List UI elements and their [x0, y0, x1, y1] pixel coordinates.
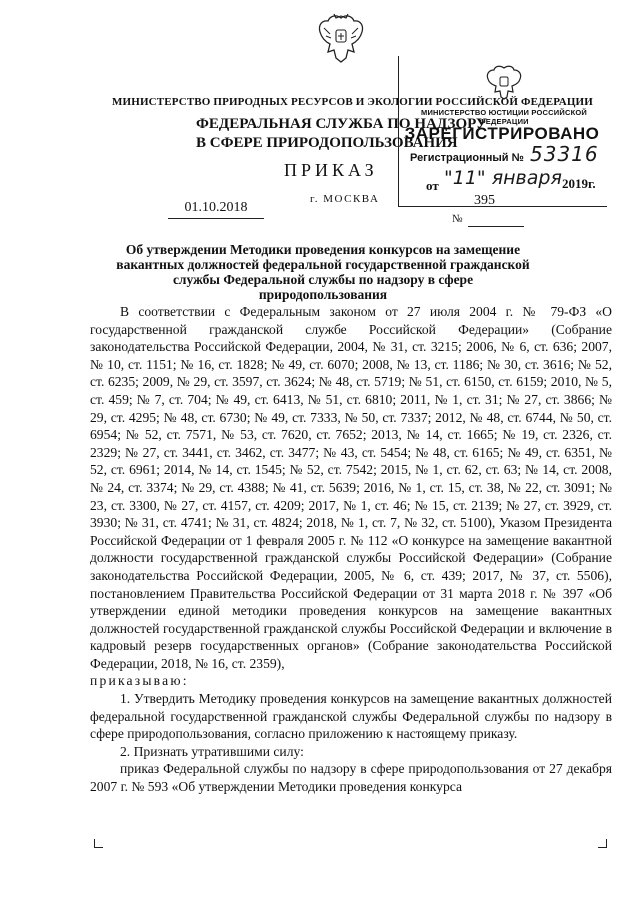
order-body — [90, 303, 612, 796]
order-number-underline — [468, 226, 524, 227]
stamp-handwritten-date: "11" января — [444, 167, 562, 189]
stamp-number-value: 53316 — [530, 142, 599, 166]
city: г. МОСКВА — [310, 193, 380, 205]
item-2-heading: 2. Признать утратившими силу: — [120, 743, 304, 759]
stamp-registered-label: ЗАРЕГИСТРИРОВАНО — [404, 124, 600, 143]
ministry-name: МИНИСТЕРСТВО ПРИРОДНЫХ РЕСУРСОВ И ЭКОЛОГИИ РОССИЙСКОЙ ФЕДЕРАЦИИ — [112, 96, 593, 108]
order-title: Об утверждении Методики проведения конкурсов на замещение вакантных должностей федеральной государственной гражданской службы Федеральной службы по надзору в сфере природопользования — [116, 242, 530, 302]
stamp-organization: МИНИСТЕРСТВО ЮСТИЦИИ РОССИЙСКОЙ ФЕДЕРАЦИИ — [421, 108, 587, 126]
intro-paragraph: В соответствии с Федеральным законом от 27 июля 2004 г. № 79-ФЗ «О государственной гражданской службе Российской Федерации» (Собрание законодательства Российской Федерации, 2004, № 31, ст. 3215; 2006, № 6, ст. 636; 2007, № 10, ст. 1151; № 16, ст. 1828; № 49, ст. 6070; 2008, № 13, ст. 1186; № 30, ст. 3616; № 52, ст. 6235; 2009, № 29, ст. 3597, ст. 3624; № 48, ст. 5719; № 51, ст. 6150, ст. 6159; 2010, № 5, ст. 459; № 7, ст. 704; № 49, ст. 6413, № 51, ст. 6810; 2011, № 1, ст. 31; № 27, ст. 3866; № 29, ст. 4295; № 48, ст. 6730; № 49, ст. 7333, № 50, ст. 7337; 2012, № 48, ст. 6744, № 50, ст. 6954; № 52, ст. 7571, № 53, ст. 7620, ст. 7652; 2013, № 14, ст. 1665; № 19, ст. 2326, ст. 2329; № 27, ст. 3441, ст. 3462, ст. 3477; № 43, ст. 5454; № 48, ст. 6165; № 49, ст. 6351, № 52, ст. 6961; 2014, № 14, ст. 1545; № 52, ст. 7542; 2015, № 1, ст. 62, ст. 63; № 14, ст. 2008, № 24, ст. 3374; № 29, ст. 4388; № 41, ст. 5639; 2016, № 1, ст. 15, ст. 38, № 22, ст. 3091; № 23, ст. 3300, № 27, ст. 4157, ст. 4209; 2017, № 1, ст. 46; № 15, ст. 2139; № 27, ст. 3929, ст. 3930; № 31, ст. 4741; № 31, ст. 4824; 2018, № 1, ст. 7, № 32, ст. 5100), Указом Президента Российской Федерации от 1 февраля 2005 г. № 112 «О конкурсе на замещение вакантной должности государственной гражданской службы Российской Федерации» (Собрание законодательства Российской Федерации, 2005, № 6, ст. 439; 2017, № 37, ст. 5506), постановлением Правительства Российской Федерации от 31 марта 2018 г. № 397 «Об утверждении единой методики проведения конкурсов на замещение вакантных должностей государственной гражданской службы Российской Федерации и включение в кадровый резерв государственных органов» (Собрание законодательства Российской Федерации, 2018, № 16, ст. 2359), — [90, 304, 612, 671]
stamp-date-prefix: от — [426, 178, 439, 193]
page-corner-mark-left — [94, 839, 103, 848]
order-date: 01.10.2018 — [168, 200, 264, 219]
page-corner-mark-right — [598, 839, 607, 848]
stamp-number-label: Регистрационный № — [410, 152, 524, 164]
coat-of-arms-icon — [316, 12, 366, 68]
order-word: приказываю: — [90, 673, 189, 689]
service-name-line2: В СФЕРЕ ПРИРОДОПОЛЬЗОВАНИЯ — [196, 135, 458, 151]
document-type: ПРИКАЗ — [284, 160, 378, 180]
service-name — [196, 115, 516, 153]
order-number: 395 — [474, 193, 495, 208]
service-name-line1: ФЕДЕРАЛЬНАЯ СЛУЖБА ПО НАДЗОРУ — [196, 116, 487, 132]
stamp-year: 2019г. — [562, 176, 596, 191]
item-2-text: приказ Федеральной службы по надзору в сфере природопользования от 27 декабря 2007 г. № 593 «Об утверждении Методики проведения конкурса — [90, 761, 612, 795]
order-number-label: № — [452, 213, 463, 225]
item-1: 1. Утвердить Методику проведения конкурсов на замещение вакантных должностей федеральной государственной гражданской службы Федеральной службы по надзору в сфере природопользования, согласно приложению к настоящему приказу. — [90, 691, 612, 742]
